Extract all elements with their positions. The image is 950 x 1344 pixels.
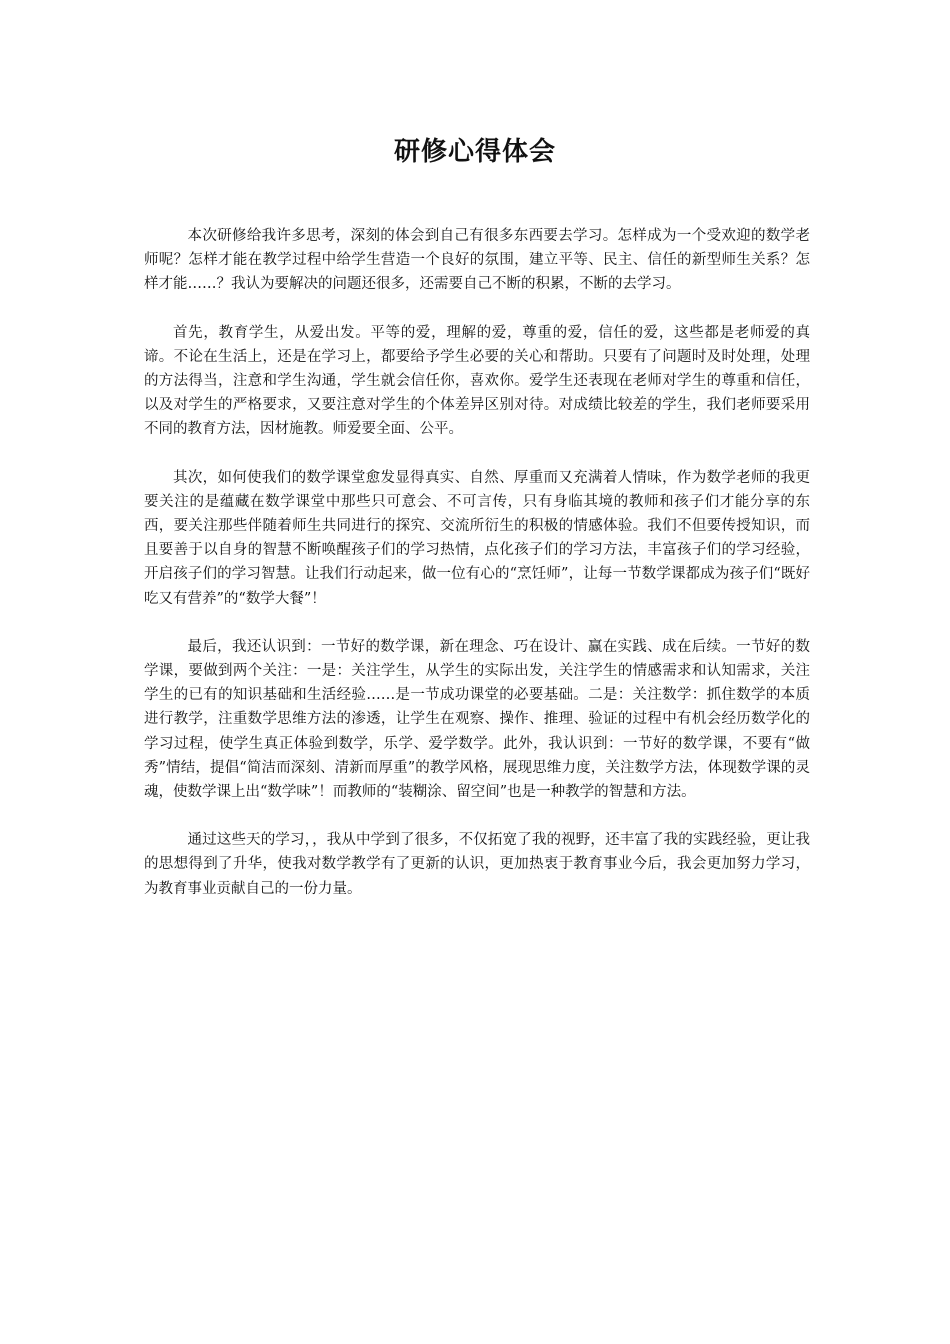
document-body [144,224,810,925]
paragraph-last: 最后，我还认识到：一节好的数学课，新在理念、巧在设计、赢在实践、成在后续。一节好的数学课，要做到两个关注：一是：关注学生，从学生的实际出发，关注学生的情感需求和认知需求，关注学生的已有的知识基础和生活经验……是一节成功课堂的必要基础。二是：关注数学：抓住数学的本质进行教学，注重数学思维方法的渗透，让学生在观察、操作、推理、验证的过程中有机会经历数学化的学习过程，使学生真正体验到数学，乐学、爱学数学。此外，我认识到：一节好的数学课，不要有“做秀”情结，提倡“简洁而深刻、清新而厚重”的教学风格，展现思维力度，关注数学方法，体现数学课的灵魂，使数学课上出“数学味”！而教师的“装糊涂、留空间”也是一种教学的智慧和方法。 [144,638,810,801]
paragraph-first: 首先，教育学生，从爱出发。平等的爱，理解的爱，尊重的爱，信任的爱，这些都是老师爱的真谛。不论在生活上，还是在学习上，都要给予学生必要的关心和帮助。只要有了问题时及时处理，处理的方法得当，注意和学生沟通，学生就会信任你，喜欢你。爱学生还表现在老师对学生的尊重和信任，以及对学生的严格要求，又要注意对学生的个体差异区别对待。对成绩比较差的学生，我们老师要采用不同的教育方法，因材施教。师爱要全面、公平。 [144,324,810,438]
paragraph-second: 其次，如何使我们的数学课堂愈发显得真实、自然、厚重而又充满着人情味，作为数学老师的我更要关注的是蕴藏在数学课堂中那些只可意会、不可言传，只有身临其境的教师和孩子们才能分享的东西，要关注那些伴随着师生共同进行的探究、交流所衍生的积极的情感体验。我们不但要传授知识，而且要善于以自身的智慧不断唤醒孩子们的学习热情，点化孩子们的学习方法，丰富孩子们的学习经验，开启孩子们的学习智慧。让我们行动起来，做一位有心的“烹饪师”，让每一节数学课都成为孩子们“既好吃又有营养”的“数学大餐”！ [144,469,810,607]
paragraph-intro: 本次研修给我许多思考，深刻的体会到自己有很多东西要去学习。怎样成为一个受欢迎的数学老师呢？怎样才能在教学过程中给学生营造一个良好的氛围，建立平等、民主、信任的新型师生关系？怎样才能……？我认为要解决的问题还很多，还需要自己不断的积累，不断的去学习。 [144,228,810,293]
paragraph-conclusion: 通过这些天的学习，，我从中学到了很多，不仅拓宽了我的视野，还丰富了我的实践经验，更让我的思想得到了升华，使我对数学教学有了更新的认识，更加热衷于教育事业今后，我会更加努力学习，为教育事业贡献自己的一份力量。 [144,832,810,897]
document-title: 研修心得体会 [393,137,556,167]
